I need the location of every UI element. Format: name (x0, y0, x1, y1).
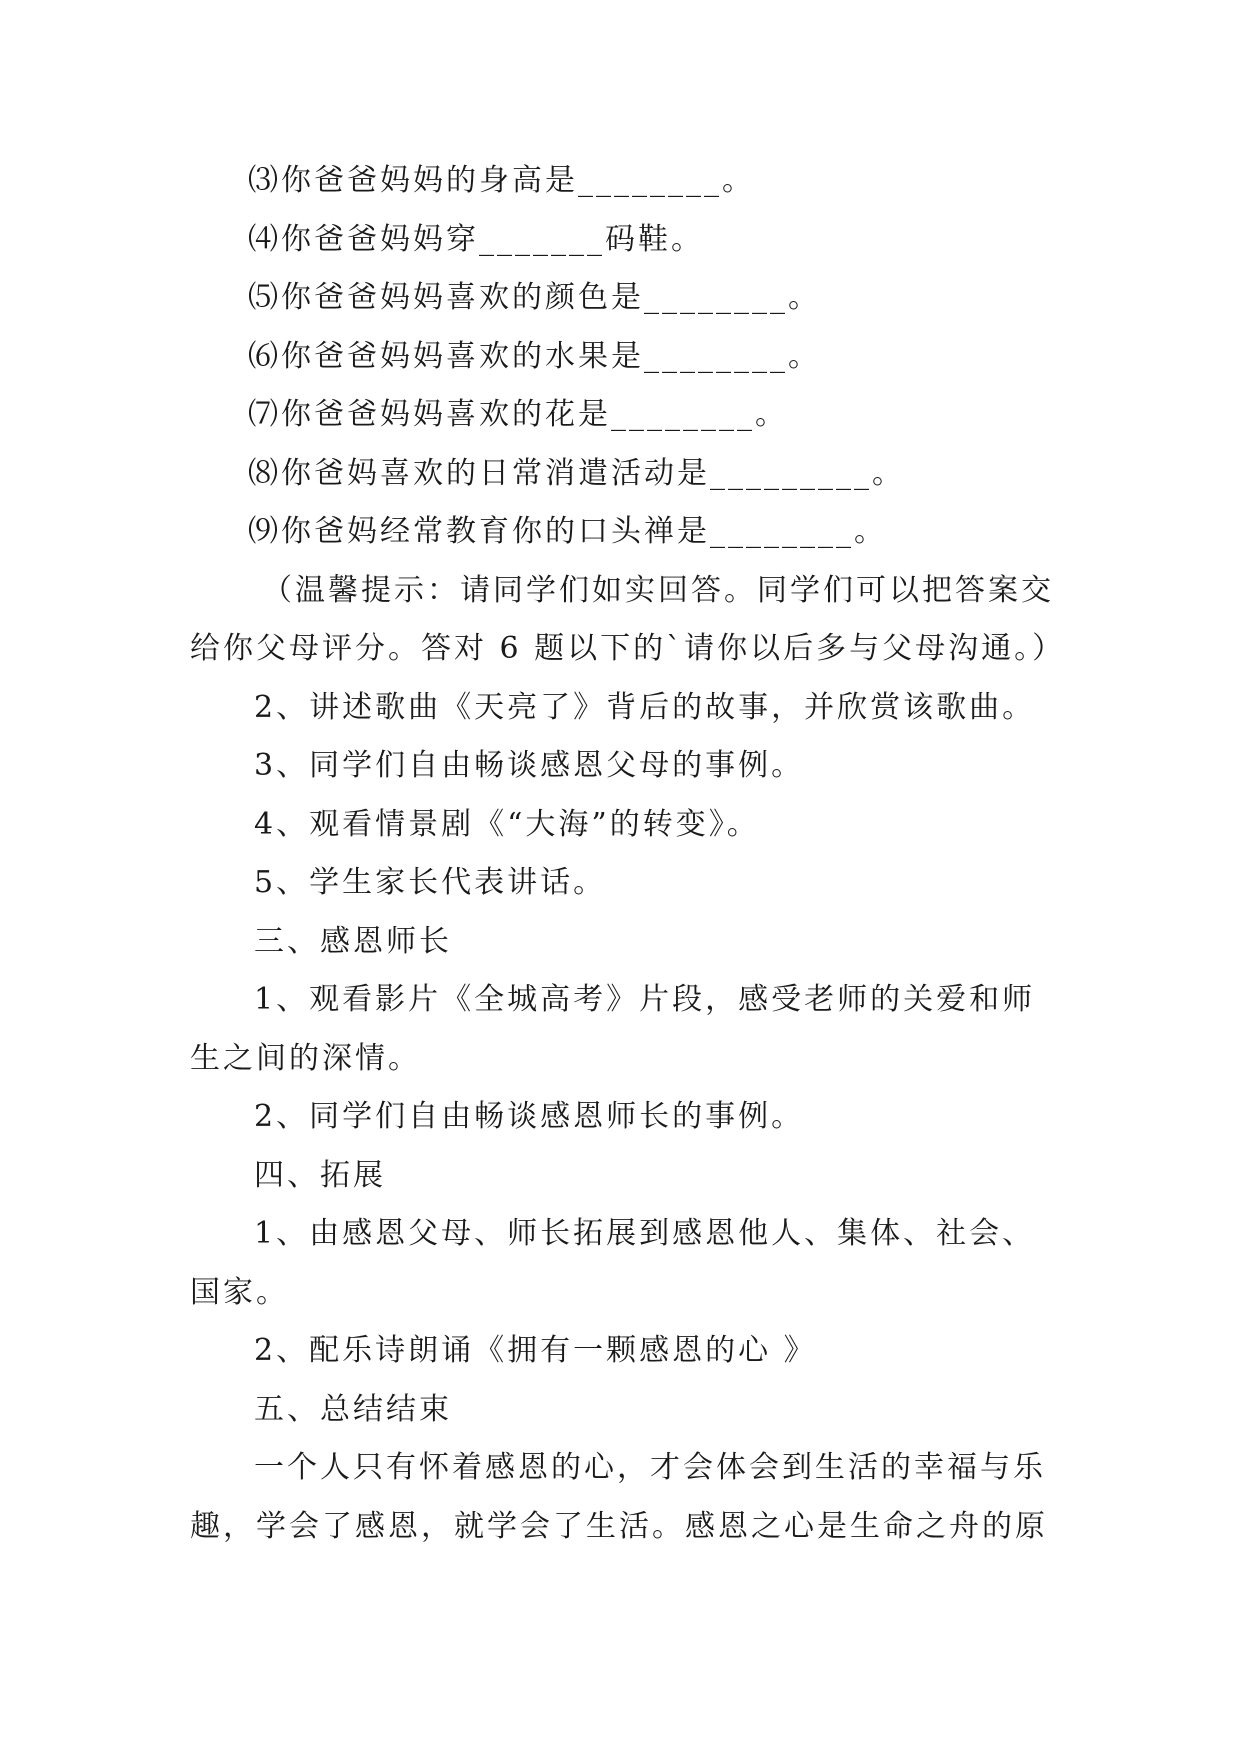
question-8: ⑻你爸妈喜欢的日常消遣活动是_________。 (248, 455, 905, 491)
question-4: ⑷你爸爸妈妈穿_______码鞋。 (248, 221, 704, 257)
section4-item-1: 1、由感恩父母、师长拓展到感恩他人、集体、社会、 (254, 1216, 1036, 1251)
section4-item-2: 2、配乐诗朗诵《拥有一颗感恩的心 》 (254, 1333, 817, 1368)
paragraph-item-2: 2、讲述歌曲《天亮了》背后的故事，并欣赏该歌曲。 (254, 689, 1036, 725)
paragraph-item-3: 3、同学们自由畅谈感恩父母的事例。 (254, 748, 805, 783)
question-5: ⑸你爸爸妈妈喜欢的颜色是________。 (248, 280, 821, 315)
question-7: ⑺你爸爸妈妈喜欢的花是________。 (248, 397, 788, 432)
section3-item-1: 1、观看影片《全城高考》片段，感受老师的关爱和师 (254, 982, 1036, 1017)
conclusion-line-2: 趣，学会了感恩，就学会了生活。感恩之心是生命之舟的原 (190, 1508, 1048, 1544)
section3-item-1-cont: 生之间的深情。 (190, 1040, 421, 1076)
paragraph-item-5: 5、学生家长代表讲话。 (254, 865, 607, 900)
section-heading-3: 三、感恩师长 (254, 923, 452, 959)
question-9: ⑼你爸妈经常教育你的口头禅是________。 (248, 514, 887, 549)
conclusion-line-1: 一个人只有怀着感恩的心，才会体会到生活的幸福与乐 (254, 1450, 1046, 1485)
section-heading-5: 五、总结结束 (254, 1391, 452, 1427)
section4-item-1-cont: 国家。 (190, 1274, 289, 1310)
question-3: ⑶你爸爸妈妈的身高是________。 (248, 163, 755, 198)
tip-line-1: （温馨提示：请同学们如实回答。同学们可以把答案交 (262, 572, 1054, 608)
paragraph-item-4: 4、观看情景剧《“大海”的转变》。 (254, 806, 760, 842)
document-body (190, 152, 1066, 1556)
section3-item-2: 2、同学们自由畅谈感恩师长的事例。 (254, 1099, 805, 1134)
tip-line-2: 给你父母评分。答对 6 题以下的`请你以后多与父母沟通。） (190, 631, 1066, 666)
question-6: ⑹你爸爸妈妈喜欢的水果是________。 (248, 338, 821, 374)
section-heading-4: 四、拓展 (254, 1157, 386, 1193)
